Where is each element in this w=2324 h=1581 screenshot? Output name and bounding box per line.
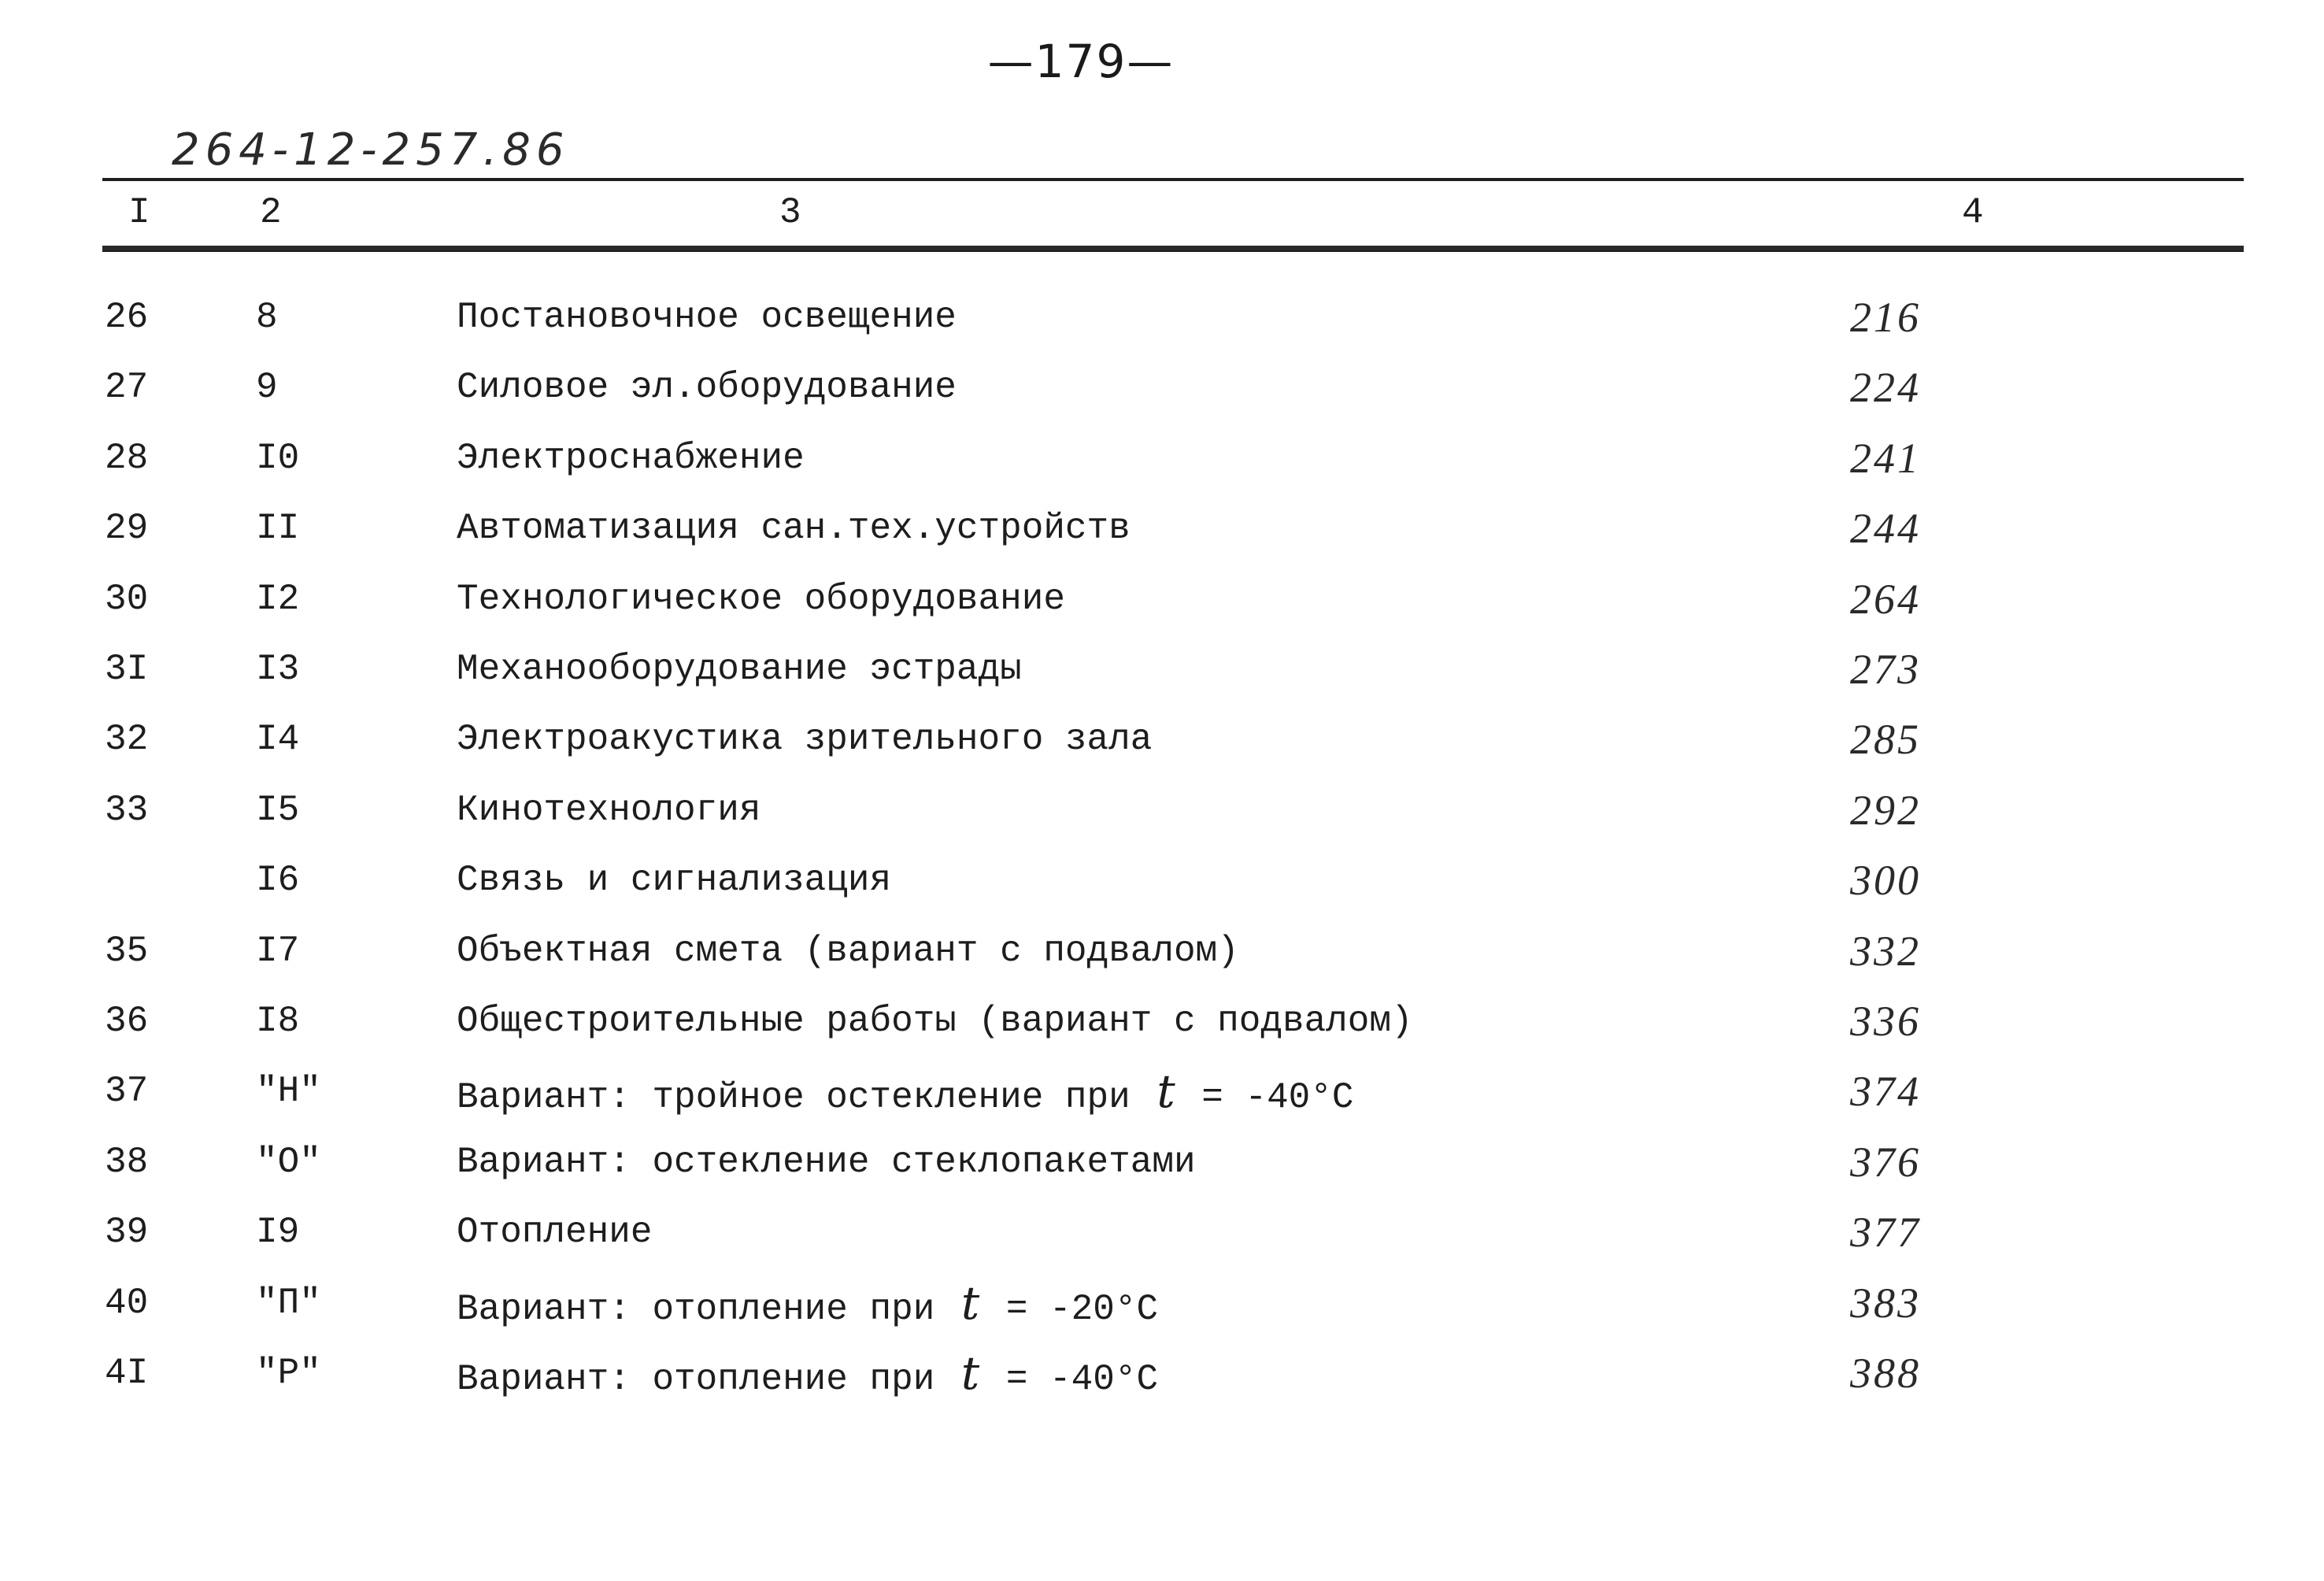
- table-row: [0, 433, 2324, 483]
- page-reference: 273: [1850, 646, 1921, 693]
- row-number: 39: [105, 1212, 149, 1253]
- section-number: I4: [256, 719, 300, 761]
- row-number: 28: [105, 437, 149, 479]
- row-title: [457, 785, 760, 835]
- page-reference: 244: [1850, 505, 1921, 553]
- table-row: [0, 644, 2324, 694]
- row-number: 4I: [105, 1353, 149, 1394]
- page-number: —179—: [987, 35, 1175, 88]
- row-title: [457, 574, 1065, 624]
- column-header-2: 2: [260, 192, 282, 233]
- row-title: [457, 996, 1413, 1046]
- row-number: 29: [105, 508, 149, 550]
- row-number: 30: [105, 578, 149, 620]
- row-title: [457, 292, 957, 342]
- row-title-text: Кинотехнология: [457, 789, 761, 831]
- section-number: I6: [256, 860, 300, 902]
- row-title: [457, 714, 1152, 765]
- page-reference: 285: [1850, 716, 1921, 764]
- row-title-text: Отопление: [457, 1212, 653, 1253]
- page-reference: 332: [1850, 927, 1921, 975]
- temperature-value: = -40°C: [1179, 1077, 1354, 1119]
- row-title-text: Механооборудование эстрады: [457, 649, 1022, 690]
- row-number: 38: [105, 1141, 149, 1183]
- document-reference-number: 264-12-257.86: [172, 124, 570, 176]
- table-row: [0, 1137, 2324, 1187]
- column-header-4: 4: [1962, 192, 1984, 233]
- row-number: 27: [105, 367, 149, 409]
- section-number: 9: [256, 367, 278, 409]
- page-reference: 374: [1850, 1068, 1921, 1116]
- section-number: "Р": [256, 1353, 321, 1394]
- row-title-text: Вариант: остекление стеклопакетами: [457, 1141, 1196, 1183]
- row-title: [457, 1278, 1158, 1335]
- row-title: [457, 362, 957, 413]
- row-title-text: Общестроительные работы (вариант с подвалом): [457, 1001, 1413, 1042]
- page-reference: 300: [1850, 857, 1921, 905]
- row-title-text: Технологическое оборудование: [457, 578, 1065, 620]
- section-number: "Н": [256, 1071, 321, 1113]
- row-title-text: Автоматизация сан.тех.устройств: [457, 508, 1131, 550]
- row-number: 36: [105, 1001, 149, 1042]
- row-title-text: Вариант: отопление при: [457, 1288, 957, 1330]
- temperature-variable: t: [1156, 1064, 1175, 1119]
- table-row: [0, 1064, 2324, 1119]
- table-row: [0, 574, 2324, 624]
- row-title-text: Электроакустика зрительного зала: [457, 719, 1153, 761]
- row-number: 35: [105, 930, 149, 972]
- section-number: I0: [256, 437, 300, 479]
- page-reference: 241: [1850, 434, 1921, 482]
- section-number: I2: [256, 578, 300, 620]
- row-title-text: Связь и сигнализация: [457, 860, 892, 902]
- section-number: I5: [256, 789, 300, 831]
- page-reference: 388: [1850, 1350, 1921, 1397]
- page-reference: 264: [1850, 575, 1921, 623]
- row-title-text: Постановочное освещение: [457, 297, 957, 338]
- row-number: 26: [105, 297, 149, 338]
- row-title-text: Вариант: отопление при: [457, 1359, 957, 1400]
- section-number: "П": [256, 1282, 321, 1324]
- row-number: 40: [105, 1282, 149, 1324]
- temperature-value: = -20°C: [984, 1288, 1159, 1330]
- row-number: 33: [105, 789, 149, 831]
- table-row: [0, 785, 2324, 835]
- column-header-3: 3: [779, 192, 801, 233]
- section-number: I8: [256, 1001, 300, 1042]
- page-reference: 376: [1850, 1138, 1921, 1186]
- row-title-text: Объектная смета (вариант с подвалом): [457, 930, 1239, 972]
- page-reference: 224: [1850, 364, 1921, 412]
- page-reference: 216: [1850, 294, 1921, 341]
- table-row: [0, 292, 2324, 342]
- section-number: I7: [256, 930, 300, 972]
- row-title: [457, 1207, 652, 1257]
- section-number: I3: [256, 649, 300, 690]
- table-row: [0, 855, 2324, 905]
- row-title-text: Силовое эл.оборудование: [457, 367, 957, 409]
- row-title-text: Вариант: тройное остекление при: [457, 1077, 1153, 1119]
- row-title: [457, 855, 891, 905]
- temperature-variable: t: [960, 1346, 980, 1400]
- row-number: 37: [105, 1071, 149, 1113]
- row-title: [457, 433, 805, 483]
- temperature-value: = -40°C: [984, 1359, 1159, 1400]
- table-row: [0, 926, 2324, 976]
- table-row: [0, 714, 2324, 765]
- table-row: [0, 362, 2324, 413]
- page-reference: 377: [1850, 1209, 1921, 1257]
- row-title: [457, 644, 1022, 694]
- row-title: [457, 503, 1131, 554]
- temperature-variable: t: [960, 1276, 980, 1330]
- table-row: [0, 996, 2324, 1046]
- column-header-1: I: [128, 192, 150, 233]
- row-number: 32: [105, 719, 149, 761]
- section-number: "О": [256, 1141, 321, 1183]
- row-title: [457, 1348, 1158, 1405]
- section-number: I9: [256, 1212, 300, 1253]
- page-reference: 292: [1850, 786, 1921, 834]
- row-title-text: Электроснабжение: [457, 437, 805, 479]
- row-number: 3I: [105, 649, 149, 690]
- row-title: [457, 926, 1239, 976]
- page-reference: 383: [1850, 1279, 1921, 1327]
- page-reference: 336: [1850, 998, 1921, 1045]
- row-title: [457, 1137, 1196, 1187]
- table-row: [0, 1207, 2324, 1257]
- table-row: [0, 503, 2324, 554]
- section-number: 8: [256, 297, 278, 338]
- table-row: [0, 1348, 2324, 1398]
- row-title: [457, 1066, 1354, 1123]
- table-row: [0, 1278, 2324, 1328]
- section-number: II: [256, 508, 300, 550]
